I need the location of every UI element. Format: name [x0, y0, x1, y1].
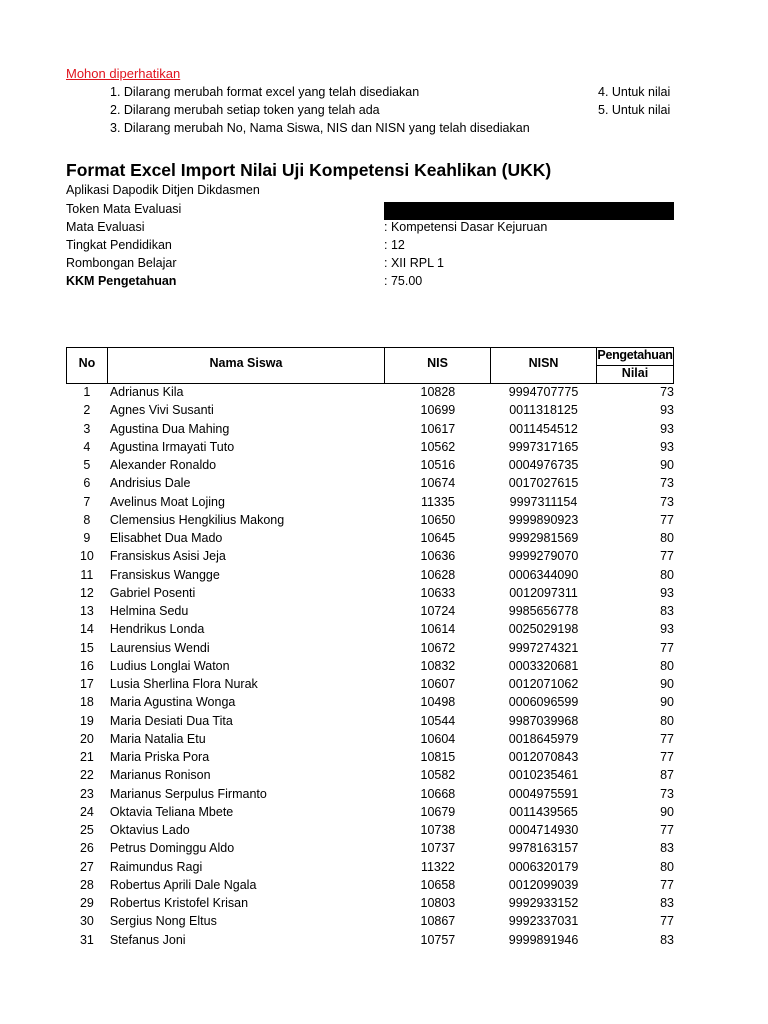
table-row: [66, 639, 674, 657]
table-row: [66, 693, 674, 711]
row-no[interactable]: 24: [79, 804, 94, 819]
row-no[interactable]: 14: [79, 622, 94, 637]
table-row: [66, 748, 674, 766]
row-nilai[interactable]: 80: [660, 567, 674, 582]
row-name[interactable]: Andrisius Dale: [109, 476, 191, 491]
row-name[interactable]: Elisabhet Dua Mado: [109, 531, 223, 545]
row-nisn[interactable]: 0006320179: [508, 859, 579, 874]
table-row: [66, 602, 674, 620]
row-nis[interactable]: 10628: [420, 567, 456, 582]
row-no[interactable]: 8: [83, 512, 91, 527]
row-nis[interactable]: 10699: [420, 403, 456, 418]
table-row: [66, 474, 674, 492]
notice-rule-4: 4. Untuk nilai: [598, 85, 671, 99]
row-no[interactable]: 11: [80, 567, 94, 582]
header-group: Pengetahuan: [597, 348, 673, 362]
row-nis[interactable]: 10672: [420, 640, 456, 655]
row-name[interactable]: Oktavius Lado: [109, 823, 190, 837]
row-nilai[interactable]: 80: [660, 859, 674, 874]
table-row: [66, 511, 674, 529]
student-table-body: [66, 383, 674, 949]
row-nilai[interactable]: 83: [660, 604, 674, 618]
row-no[interactable]: 7: [83, 494, 91, 509]
table-row: [66, 529, 674, 547]
page-title: Format Excel Import Nilai Uji Kompetensi Keahlikan (UKK): [66, 160, 552, 180]
row-no[interactable]: 2: [83, 403, 91, 418]
header-no: No: [78, 356, 96, 370]
table-row: [66, 858, 674, 876]
row-no[interactable]: 13: [79, 604, 94, 618]
row-nilai[interactable]: 77: [660, 823, 674, 837]
row-nis[interactable]: 10803: [420, 896, 456, 910]
row-no[interactable]: 5: [83, 458, 91, 472]
row-no[interactable]: 16: [79, 658, 94, 673]
table-row: [66, 438, 674, 456]
row-no[interactable]: 1: [83, 385, 91, 399]
row-name[interactable]: Hendrikus Londa: [109, 622, 205, 637]
row-nis[interactable]: 10498: [420, 695, 456, 710]
row-nis[interactable]: 10607: [420, 677, 456, 691]
row-nis[interactable]: 11322: [420, 859, 455, 874]
row-nisn[interactable]: 0004975591: [508, 786, 579, 801]
row-nilai[interactable]: 93: [660, 421, 674, 436]
row-nis[interactable]: 10737: [420, 841, 456, 856]
row-no[interactable]: 4: [83, 439, 91, 454]
row-name[interactable]: Maria Agustina Wonga: [109, 695, 236, 710]
row-nisn[interactable]: 0025029198: [508, 622, 579, 637]
row-nilai[interactable]: 90: [660, 804, 674, 819]
row-nisn[interactable]: 0012071062: [508, 677, 579, 691]
table-row: [66, 766, 674, 784]
row-nisn[interactable]: 9999891946: [508, 932, 579, 947]
row-name[interactable]: Maria Natalia Etu: [109, 731, 206, 746]
row-no[interactable]: 21: [79, 750, 94, 764]
row-nis[interactable]: 10650: [420, 512, 456, 527]
table-row: [66, 894, 674, 912]
table-row: [66, 803, 674, 821]
row-no[interactable]: 15: [79, 640, 94, 655]
mata-evaluasi-label: Mata Evaluasi: [66, 220, 145, 234]
row-nisn[interactable]: 0010235461: [508, 768, 579, 783]
notice-rule-2: 2. Dilarang merubah setiap token yang telah ada: [110, 103, 380, 117]
row-nis[interactable]: 10614: [420, 622, 456, 637]
row-name[interactable]: Helmina Sedu: [109, 604, 189, 618]
row-nis[interactable]: 10544: [420, 713, 456, 728]
kkm-value[interactable]: : 75.00: [384, 274, 423, 288]
table-row: [66, 785, 674, 803]
row-name[interactable]: Robertus Aprili Dale Ngala: [109, 877, 257, 892]
row-nilai[interactable]: 87: [660, 768, 674, 783]
row-no[interactable]: 3: [83, 421, 91, 436]
row-nisn[interactable]: 9997311154: [509, 494, 578, 509]
rombel-label: Rombongan Belajar: [66, 256, 177, 270]
row-name[interactable]: Oktavia Teliana Mbete: [109, 804, 234, 819]
row-nis[interactable]: 10724: [420, 604, 456, 618]
row-nis[interactable]: 10815: [420, 750, 456, 764]
row-nisn[interactable]: 9997317165: [508, 439, 579, 454]
row-nis[interactable]: 10582: [420, 768, 456, 783]
row-name[interactable]: Petrus Dominggu Aldo: [109, 841, 235, 856]
row-name[interactable]: Maria Desiati Dua Tita: [109, 713, 233, 728]
row-nis[interactable]: 10516: [420, 458, 456, 472]
row-name[interactable]: Marianus Ronison: [109, 768, 211, 783]
row-nilai[interactable]: 80: [660, 713, 674, 728]
row-name[interactable]: Maria Priska Pora: [109, 750, 210, 764]
row-nilai[interactable]: 77: [660, 914, 674, 929]
row-no[interactable]: 18: [79, 695, 94, 710]
row-name[interactable]: Robertus Kristofel Krisan: [109, 896, 249, 910]
row-nilai[interactable]: 90: [660, 677, 674, 691]
row-nilai[interactable]: 93: [660, 403, 674, 418]
header-name: Nama Siswa: [209, 356, 283, 370]
table-row: [66, 730, 674, 748]
row-name[interactable]: Agustina Dua Mahing: [109, 421, 230, 436]
row-nisn[interactable]: 0012097311: [509, 585, 578, 600]
doc-subtitle: Aplikasi Dapodik Ditjen Dikdasmen: [66, 183, 260, 197]
mata-evaluasi-value[interactable]: : Kompetensi Dasar Kejuruan: [384, 220, 548, 234]
row-name[interactable]: Marianus Serpulus Firmanto: [109, 786, 267, 801]
header-nis: NIS: [427, 356, 448, 370]
row-name[interactable]: Ludius Longlai Waton: [109, 658, 230, 673]
table-row: [66, 493, 674, 511]
row-nis[interactable]: 10562: [420, 439, 456, 454]
row-nisn[interactable]: 0012099039: [508, 877, 579, 892]
row-no[interactable]: 26: [79, 841, 94, 856]
row-nisn[interactable]: 0011439565: [509, 804, 578, 819]
table-row: [66, 657, 674, 675]
table-row: [66, 584, 674, 602]
row-nisn[interactable]: 9985656778: [508, 604, 579, 618]
row-name[interactable]: Sergius Nong Eltus: [109, 914, 217, 929]
row-nisn[interactable]: 9997274321: [508, 640, 579, 655]
row-nilai[interactable]: 73: [660, 786, 674, 801]
row-nilai[interactable]: 83: [660, 896, 674, 910]
row-nis[interactable]: 10867: [420, 914, 456, 929]
row-no[interactable]: 10: [79, 549, 94, 564]
row-no[interactable]: 23: [79, 786, 94, 801]
row-name[interactable]: Clemensius Hengkilius Makong: [109, 512, 285, 527]
row-nisn[interactable]: 9994707775: [508, 385, 579, 399]
row-nilai[interactable]: 93: [660, 439, 674, 454]
row-nilai[interactable]: 77: [660, 750, 674, 764]
row-name[interactable]: Fransiskus Wangge: [109, 567, 220, 582]
row-nisn[interactable]: 0004714930: [508, 823, 579, 837]
row-no[interactable]: 25: [79, 823, 94, 837]
table-row: [66, 456, 674, 474]
row-nisn[interactable]: 0004976735: [508, 458, 579, 472]
table-row: [66, 401, 674, 419]
notice-rule-3: 3. Dilarang merubah No, Nama Siswa, NIS dan NISN yang telah disediakan: [110, 121, 530, 135]
row-nisn[interactable]: 0006096599: [508, 695, 579, 710]
notice-rule-5: 5. Untuk nilai: [598, 103, 671, 117]
row-nilai[interactable]: 90: [660, 695, 674, 710]
row-nilai[interactable]: 83: [660, 841, 674, 856]
token-redacted-cell[interactable]: [384, 202, 674, 220]
row-nis[interactable]: 10757: [420, 932, 456, 947]
row-nisn[interactable]: 9987039968: [508, 713, 579, 728]
row-nis[interactable]: 10617: [420, 421, 456, 436]
row-no[interactable]: 27: [79, 859, 94, 874]
table-row: [66, 383, 674, 401]
row-nilai[interactable]: 77: [660, 512, 674, 527]
row-no[interactable]: 9: [83, 531, 91, 545]
row-nilai[interactable]: 77: [660, 640, 674, 655]
row-nis[interactable]: 10604: [420, 731, 456, 746]
row-no[interactable]: 30: [79, 914, 94, 929]
row-nis[interactable]: 10658: [420, 877, 456, 892]
row-name[interactable]: Lusia Sherlina Flora Nurak: [109, 677, 258, 691]
table-row: [66, 420, 674, 438]
student-table: [66, 383, 674, 949]
row-nisn[interactable]: 0011454512: [509, 421, 578, 436]
row-name[interactable]: Fransiskus Asisi Jeja: [109, 549, 226, 564]
row-name[interactable]: Raimundus Ragi: [109, 859, 203, 874]
row-nisn[interactable]: 0017027615: [508, 476, 579, 491]
row-name[interactable]: Avelinus Moat Lojing: [109, 494, 225, 509]
table-row: [66, 547, 674, 565]
table-row: [66, 876, 674, 894]
row-nisn[interactable]: 0012070843: [508, 750, 579, 764]
row-nilai[interactable]: 93: [660, 622, 674, 637]
table-row: [66, 566, 674, 584]
row-no[interactable]: 28: [79, 877, 94, 892]
row-nis[interactable]: 10738: [420, 823, 456, 837]
row-nis[interactable]: 10645: [420, 531, 456, 545]
row-nisn[interactable]: 0003320681: [508, 658, 579, 673]
row-name[interactable]: Gabriel Posenti: [109, 585, 196, 600]
notice-rule-1: 1. Dilarang merubah format excel yang telah disediakan: [110, 85, 420, 99]
row-name[interactable]: Adrianus Kila: [109, 385, 184, 399]
row-nisn[interactable]: 0006344090: [508, 567, 579, 582]
row-nilai[interactable]: 73: [660, 476, 674, 491]
row-nisn[interactable]: 9999890923: [508, 512, 579, 527]
row-nilai[interactable]: 80: [660, 531, 674, 545]
row-nisn[interactable]: 9992337031: [508, 914, 579, 929]
row-nisn[interactable]: 9992933152: [508, 896, 579, 910]
row-no[interactable]: 17: [79, 677, 94, 691]
row-nis[interactable]: 10668: [420, 786, 456, 801]
rombel-value[interactable]: : XII RPL 1: [384, 256, 444, 270]
row-nilai[interactable]: 80: [660, 658, 674, 673]
row-nis[interactable]: 10674: [420, 476, 456, 491]
table-row: [66, 620, 674, 638]
kkm-label: KKM Pengetahuan: [66, 274, 177, 288]
row-nis[interactable]: 10679: [420, 804, 456, 819]
row-no[interactable]: 20: [79, 731, 94, 746]
row-nis[interactable]: 11335: [420, 494, 455, 509]
row-nilai[interactable]: 90: [660, 458, 674, 472]
row-no[interactable]: 19: [79, 713, 94, 728]
row-name[interactable]: Laurensius Wendi: [109, 640, 210, 655]
row-no[interactable]: 22: [79, 768, 94, 783]
table-row: [66, 712, 674, 730]
row-nis[interactable]: 10633: [420, 585, 456, 600]
row-name[interactable]: Stefanus Joni: [109, 932, 186, 947]
row-nilai[interactable]: 93: [660, 585, 674, 600]
row-nilai[interactable]: 83: [660, 932, 674, 947]
row-nisn[interactable]: 0011318125: [509, 403, 578, 418]
row-nilai[interactable]: 77: [660, 877, 674, 892]
tingkat-value[interactable]: : 12: [384, 238, 405, 252]
row-nisn[interactable]: 0018645979: [508, 731, 579, 746]
row-nisn[interactable]: 9992981569: [508, 531, 579, 545]
row-no[interactable]: 31: [79, 932, 94, 947]
table-row: [66, 839, 674, 857]
row-nis[interactable]: 10832: [420, 658, 456, 673]
table-row: [66, 821, 674, 839]
row-nilai[interactable]: 77: [660, 731, 674, 746]
row-no[interactable]: 29: [79, 896, 94, 910]
row-name[interactable]: Alexander Ronaldo: [109, 458, 217, 472]
row-nilai[interactable]: 77: [660, 549, 674, 564]
row-nis[interactable]: 10636: [420, 549, 456, 564]
header-nisn: NISN: [528, 356, 559, 370]
table-row: [66, 931, 674, 949]
row-no[interactable]: 12: [79, 585, 94, 600]
row-nis[interactable]: 10828: [420, 385, 456, 399]
row-nilai[interactable]: 73: [660, 385, 674, 399]
tingkat-label: Tingkat Pendidikan: [66, 238, 172, 252]
row-name[interactable]: Agustina Irmayati Tuto: [109, 439, 235, 454]
table-row: [66, 912, 674, 930]
header-value: Nilai: [621, 366, 649, 380]
row-nisn[interactable]: 9978163157: [508, 841, 579, 856]
row-name[interactable]: Agnes Vivi Susanti: [109, 403, 214, 418]
token-label: Token Mata Evaluasi: [66, 202, 182, 216]
row-no[interactable]: 6: [83, 476, 91, 491]
notice-title: Mohon diperhatikan: [66, 66, 181, 81]
table-row: [66, 675, 674, 693]
row-nisn[interactable]: 9999279070: [508, 549, 579, 564]
row-nilai[interactable]: 73: [660, 494, 674, 509]
